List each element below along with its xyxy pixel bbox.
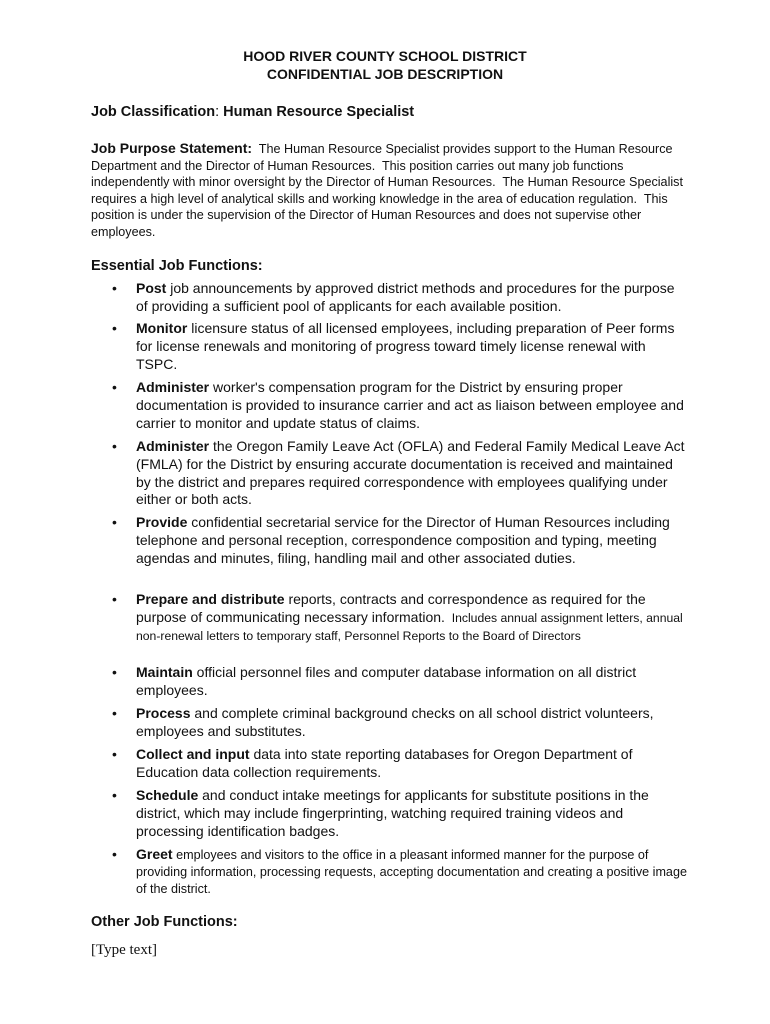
- bullet-icon: •: [112, 320, 117, 336]
- type-text-placeholder[interactable]: [Type text]: [91, 942, 158, 958]
- job-classification-value: Human Resource Specialist: [219, 104, 415, 120]
- list-item: [112, 438, 688, 509]
- function-text: job announcements by approved district methods and procedures for the purpose of providing a sufficient pool of applicants for each available position.: [136, 280, 675, 314]
- list-item: [112, 320, 688, 373]
- job-classification-label: Job Classification: [91, 104, 216, 120]
- job-purpose-text: The Human Resource Specialist provides support to the Human Resource Department and the Director of Human Resources. This position carries out many job functions independently with minor oversight by the Director of Human Resources. The Human Resource Specialist requires a high level of analytical skills and working knowledge in the area of education regulation. This position is under the supervision of the Director of Human Resources and does not supervise other employees.: [91, 142, 687, 239]
- function-lead: Greet: [136, 846, 173, 862]
- function-lead: Maintain: [136, 664, 193, 680]
- bullet-icon: •: [112, 787, 117, 803]
- function-lead: Administer: [136, 438, 210, 454]
- function-lead: Provide: [136, 514, 188, 530]
- list-item: [112, 280, 688, 316]
- bullet-icon: •: [112, 846, 117, 862]
- job-purpose-statement: [91, 140, 691, 241]
- function-lead: Prepare and distribute: [136, 591, 285, 607]
- list-item: [112, 514, 688, 567]
- function-text: data into state reporting databases for Oregon Department of Education data collection requirements.: [136, 746, 633, 780]
- function-lead: Administer: [136, 379, 210, 395]
- bullet-icon: •: [112, 705, 117, 721]
- function-lead: Collect and input: [136, 746, 250, 762]
- job-classification: [91, 104, 414, 120]
- function-lead: Process: [136, 705, 191, 721]
- function-text: the Oregon Family Leave Act (OFLA) and Federal Family Medical Leave Act (FMLA) for the District by ensuring accurate documentation is received and maintained by the district and prepares required correspondence with employees qualifying under either or both acts.: [136, 438, 685, 508]
- essential-functions-heading: Essential Job Functions:: [91, 258, 263, 274]
- list-item: [112, 705, 688, 741]
- function-text: worker's compensation program for the District by ensuring proper documentation is provided to insurance carrier and act as liaison between employee and carrier to monitor and update status of claims.: [136, 379, 684, 431]
- bullet-icon: •: [112, 746, 117, 762]
- function-lead: Schedule: [136, 787, 199, 803]
- function-text: confidential secretarial service for the Director of Human Resources including telephone and personal reception, correspondence composition and typing, meeting agendas and minutes, filing, handling mail and other associated duties.: [136, 514, 670, 566]
- list-item: [112, 379, 688, 432]
- function-text: official personnel files and computer database information on all district employees.: [136, 664, 637, 698]
- function-lead: Monitor: [136, 320, 188, 336]
- function-text: employees and visitors to the office in a pleasant informed manner for the purpose of providing information, processing requests, accepting documentation and creating a positive image of the district.: [136, 848, 687, 896]
- list-item: [112, 846, 688, 897]
- list-item: [112, 787, 688, 840]
- function-lead: Post: [136, 280, 167, 296]
- function-text: and complete criminal background checks on all school district volunteers, employees and substitutes.: [136, 705, 654, 739]
- list-item: [112, 591, 688, 645]
- bullet-icon: •: [112, 438, 117, 454]
- bullet-icon: •: [112, 280, 117, 296]
- function-extra: Includes annual assignment letters, annual non-renewal letters to temporary staff, Personnel Reports to the Board of Directors: [136, 610, 687, 643]
- bullet-icon: •: [112, 379, 117, 395]
- district-title: HOOD RIVER COUNTY SCHOOL DISTRICT: [243, 48, 527, 64]
- other-functions-heading: Other Job Functions:: [91, 914, 238, 930]
- job-classification-colon: :: [215, 104, 220, 120]
- bullet-icon: •: [112, 664, 117, 680]
- function-text: licensure status of all licensed employees, including preparation of Peer forms for license renewals and monitoring of progress toward timely license renewal with TSPC.: [136, 320, 675, 372]
- job-purpose-label: Job Purpose Statement:: [91, 140, 253, 156]
- list-item: [112, 746, 688, 782]
- list-item: [112, 664, 688, 700]
- document-title: CONFIDENTIAL JOB DESCRIPTION: [266, 66, 504, 82]
- bullet-icon: •: [112, 514, 117, 530]
- function-text: reports, contracts and correspondence as required for the purpose of communicating necessary information.: [136, 591, 646, 625]
- bullet-icon: •: [112, 591, 117, 607]
- function-text: and conduct intake meetings for applicants for substitute positions in the district, which may include fingerprinting, watching required training videos and processing identification badges.: [136, 787, 649, 839]
